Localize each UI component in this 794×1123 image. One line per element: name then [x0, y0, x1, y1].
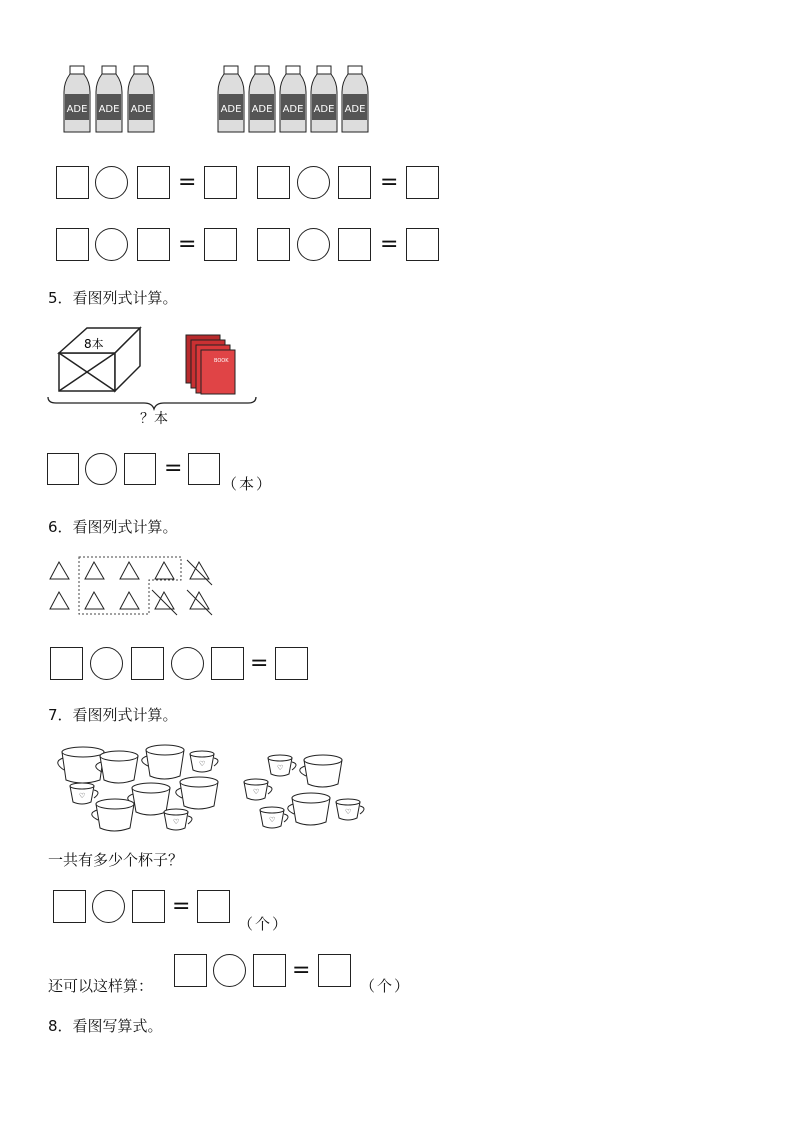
answer-box[interactable] — [174, 954, 207, 987]
svg-text:♡: ♡ — [253, 788, 260, 796]
operator-circle[interactable] — [85, 453, 117, 485]
answer-box[interactable] — [132, 890, 165, 923]
equals-sign: = — [380, 170, 399, 195]
triangle-icon — [155, 562, 174, 579]
equals-sign: = — [178, 170, 197, 195]
svg-text:♡: ♡ — [345, 808, 352, 816]
small-cup-icon — [268, 755, 296, 776]
svg-text:♡: ♡ — [199, 760, 206, 768]
brace-icon — [48, 397, 256, 409]
svg-text:♡: ♡ — [79, 792, 86, 800]
operator-circle[interactable] — [297, 166, 330, 199]
operator-circle[interactable] — [92, 890, 125, 923]
big-cup-icon — [58, 747, 104, 783]
bottle-icon — [342, 66, 368, 132]
equals-sign: = — [292, 958, 311, 983]
equals-sign: = — [250, 651, 269, 676]
crossed-triangle-icon — [152, 590, 177, 615]
answer-box[interactable] — [318, 954, 351, 987]
svg-text:♡: ♡ — [173, 818, 180, 826]
operator-circle[interactable] — [95, 228, 128, 261]
question-7-title: 7．看图列式计算。 — [48, 706, 178, 724]
svg-text:ADE: ADE — [220, 104, 242, 115]
unit-label: （个） — [238, 915, 290, 933]
answer-box[interactable] — [131, 647, 164, 680]
books-icon — [186, 335, 235, 394]
answer-box[interactable] — [211, 647, 244, 680]
bottle-icon — [128, 66, 154, 132]
svg-text:ADE: ADE — [313, 104, 335, 115]
svg-text:♡: ♡ — [269, 816, 276, 824]
answer-box[interactable] — [204, 228, 237, 261]
svg-text:ADE: ADE — [66, 104, 88, 115]
svg-text:BOOK: BOOK — [214, 358, 229, 364]
answer-box[interactable] — [257, 228, 290, 261]
brace-total-label: ？本 — [140, 411, 168, 427]
small-cup-icon — [70, 783, 98, 804]
question-8-title: 8．看图写算式。 — [48, 1017, 163, 1035]
answer-box[interactable] — [204, 166, 237, 199]
question-5-title: 5．看图列式计算。 — [48, 289, 178, 307]
answer-box[interactable] — [197, 890, 230, 923]
question-6-title: 6．看图列式计算。 — [48, 518, 178, 536]
answer-box[interactable] — [50, 647, 83, 680]
svg-text:ADE: ADE — [251, 104, 273, 115]
answer-box[interactable] — [137, 228, 170, 261]
small-cup-icon — [190, 751, 218, 772]
answer-box[interactable] — [253, 954, 286, 987]
cups-group-right — [240, 748, 370, 843]
answer-box[interactable] — [275, 647, 308, 680]
triangle-icon — [50, 592, 69, 609]
triangle-icon — [120, 562, 139, 579]
triangle-icon — [85, 592, 104, 609]
operator-circle[interactable] — [171, 647, 204, 680]
answer-box[interactable] — [257, 166, 290, 199]
small-cup-icon — [164, 809, 192, 830]
big-cup-icon — [142, 745, 184, 779]
small-cup-icon — [260, 807, 288, 828]
box-count-label: 8本 — [84, 337, 104, 351]
cups-group-left — [52, 740, 232, 835]
big-cup-icon — [176, 777, 218, 809]
equals-sign: = — [164, 456, 183, 481]
big-cup-icon — [300, 755, 342, 787]
answer-box[interactable] — [137, 166, 170, 199]
q6-triangles — [46, 552, 226, 622]
unit-label: （本） — [222, 475, 274, 493]
triangle-icon — [120, 592, 139, 609]
svg-text:ADE: ADE — [98, 104, 120, 115]
answer-box[interactable] — [53, 890, 86, 923]
big-cup-icon — [96, 751, 138, 783]
small-cup-icon — [244, 779, 272, 800]
equals-sign: = — [172, 894, 191, 919]
answer-box[interactable] — [188, 453, 220, 485]
equals-sign: = — [178, 232, 197, 257]
answer-box[interactable] — [56, 228, 89, 261]
bottle-icon — [311, 66, 337, 132]
bottles-group-right — [214, 66, 374, 136]
question-7-prompt: 一共有多少个杯子？ — [48, 851, 184, 869]
answer-box[interactable] — [56, 166, 89, 199]
triangle-icon — [85, 562, 104, 579]
crossed-triangle-icon — [187, 560, 212, 585]
answer-box[interactable] — [406, 228, 439, 261]
operator-circle[interactable] — [90, 647, 123, 680]
unit-label: （个） — [360, 977, 412, 995]
triangle-icon — [50, 562, 69, 579]
bottle-icon — [96, 66, 122, 132]
svg-text:ADE: ADE — [344, 104, 366, 115]
answer-box[interactable] — [47, 453, 79, 485]
answer-box[interactable] — [124, 453, 156, 485]
answer-box[interactable] — [406, 166, 439, 199]
bottle-icon — [218, 66, 244, 132]
answer-box[interactable] — [338, 166, 371, 199]
crossed-triangle-icon — [187, 590, 212, 615]
bottle-icon — [64, 66, 90, 132]
bottle-icon — [249, 66, 275, 132]
bottles-group-left — [60, 66, 160, 136]
operator-circle[interactable] — [95, 166, 128, 199]
operator-circle[interactable] — [213, 954, 246, 987]
alternative-method-label: 还可以这样算： — [48, 977, 154, 995]
operator-circle[interactable] — [297, 228, 330, 261]
svg-text:ADE: ADE — [130, 104, 152, 115]
big-cup-icon — [92, 799, 134, 831]
svg-text:ADE: ADE — [282, 104, 304, 115]
big-cup-icon — [128, 783, 170, 815]
svg-text:♡: ♡ — [277, 764, 284, 772]
equals-sign: = — [380, 232, 399, 257]
small-cup-icon — [336, 799, 364, 820]
answer-box[interactable] — [338, 228, 371, 261]
big-cup-icon — [288, 793, 330, 825]
bottle-icon — [280, 66, 306, 132]
